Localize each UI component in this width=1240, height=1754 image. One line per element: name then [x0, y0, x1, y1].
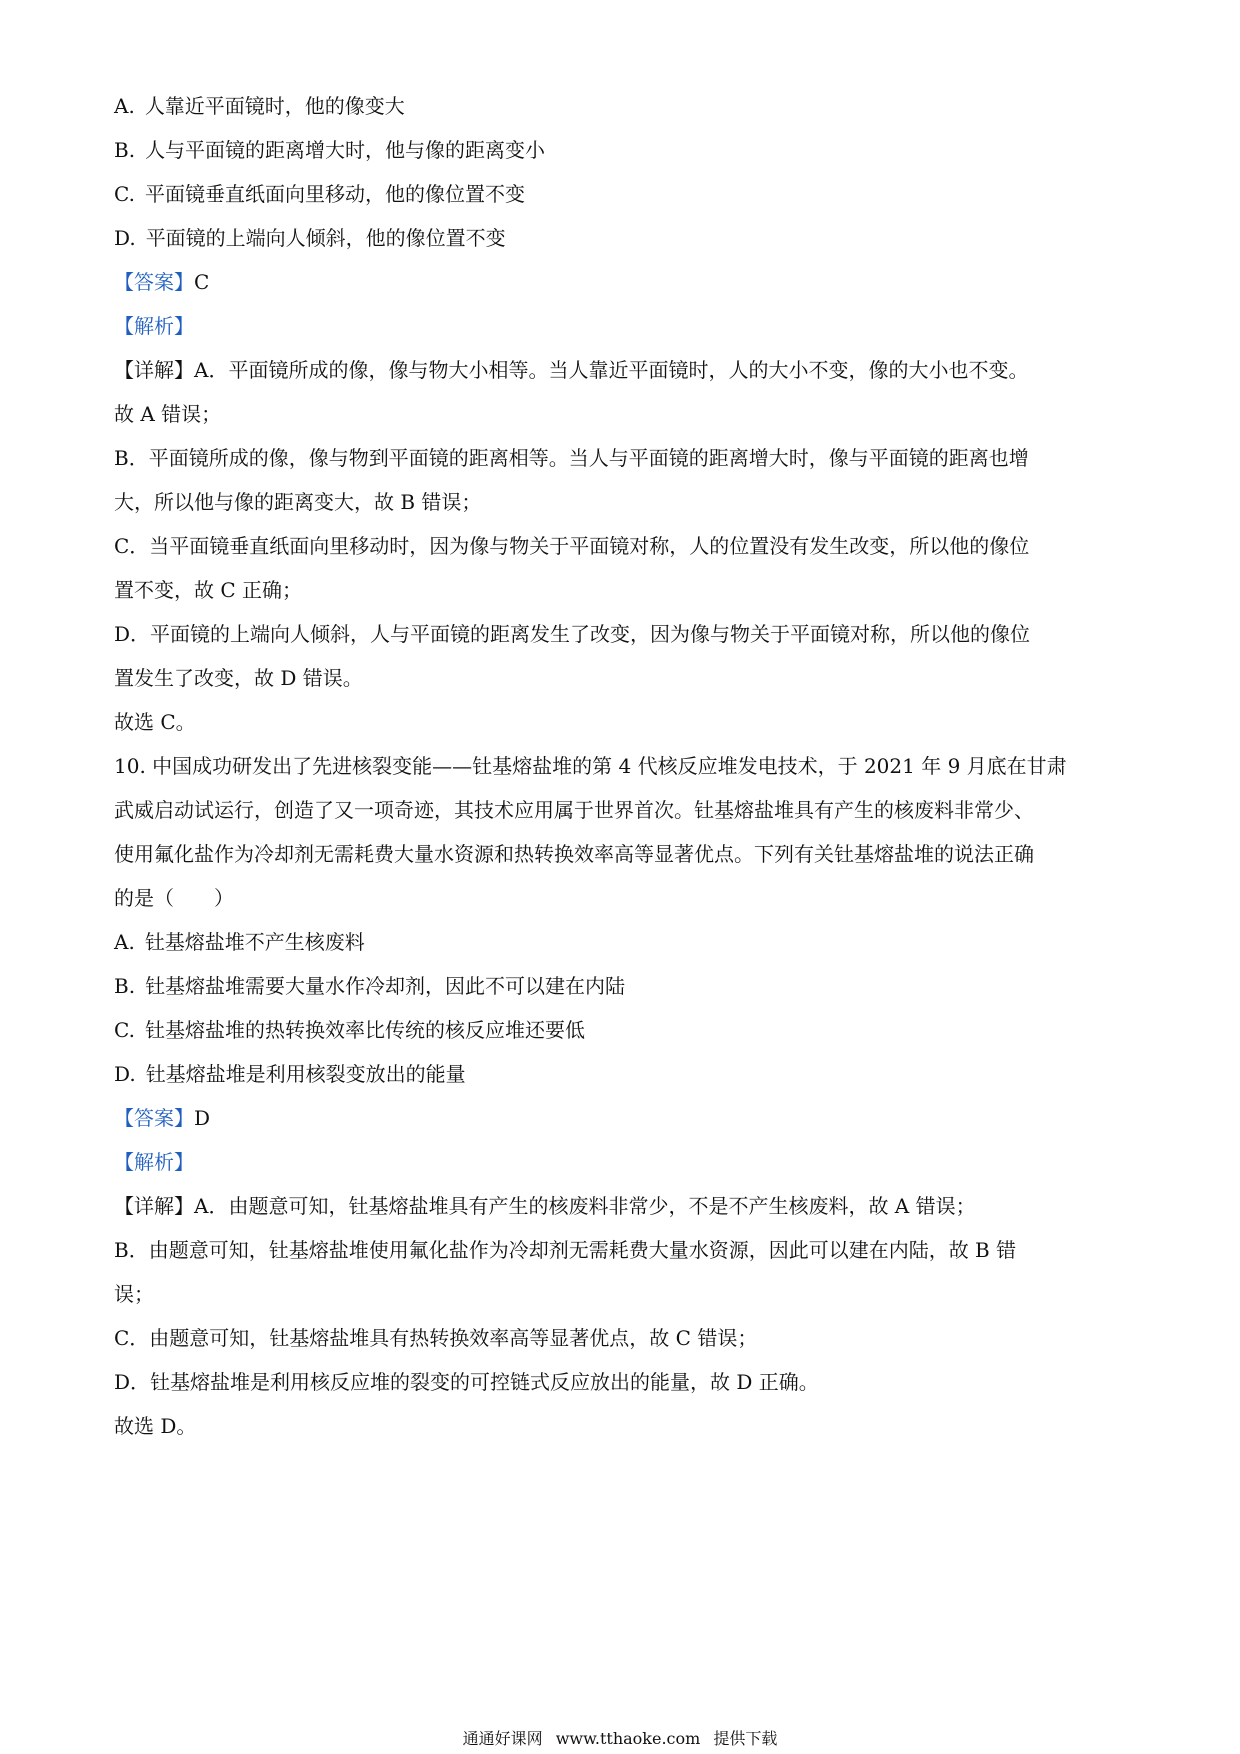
q9-answer	[114, 268, 209, 296]
option-text: 钍基熔盐堆不产生核废料	[144, 930, 365, 954]
q10-stem-line: 武威启动试运行，创造了又一项奇迹，其技术应用属于世界首次。钍基熔盐堆具有产生的核废料非常少、	[114, 798, 1034, 822]
answer-tag: 【答案】	[114, 270, 194, 294]
option-text: 平面镜垂直纸面向里移动，他的像位置不变	[144, 182, 525, 206]
footer-suffix: 提供下载	[713, 1729, 778, 1748]
q9-option-c	[114, 180, 525, 208]
option-text: 钍基熔盐堆的热转换效率比传统的核反应堆还要低	[144, 1018, 585, 1042]
footer-site-name: 通通好课网	[462, 1729, 543, 1748]
q10-answer	[114, 1104, 210, 1132]
q10-stem-line: 10. 中国成功研发出了先进核裂变能——钍基熔盐堆的第 4 代核反应堆发电技术，于 2021 年 9 月底在甘肃	[114, 754, 1067, 778]
q9-conclusion: 故选 C。	[114, 710, 196, 734]
q9-detail-line: 置发生了改变，故 D 错误。	[114, 666, 363, 690]
q9-detail-line: 大，所以他与像的距离变大，故 B 错误；	[114, 490, 482, 514]
q10-detail-line: C．由题意可知，钍基熔盐堆具有热转换效率高等显著优点，故 C 错误；	[114, 1326, 758, 1350]
q10-option-a	[114, 928, 365, 956]
q9-option-d	[114, 224, 506, 252]
footer-url-link[interactable]: www.tthaoke.com	[555, 1729, 701, 1748]
q10-detail-line: 【详解】A．由题意可知，钍基熔盐堆具有产生的核废料非常少，不是不产生核废料，故 A 错误；	[114, 1194, 976, 1218]
option-text: 平面镜的上端向人倾斜，他的像位置不变	[145, 226, 506, 250]
q9-detail-line: 故 A 错误；	[114, 402, 222, 426]
q9-analysis-tag: 【解析】	[114, 314, 194, 338]
answer-value: C	[194, 270, 210, 294]
answer-tag: 【答案】	[114, 1106, 194, 1130]
q9-detail-line: 置不变，故 C 正确；	[114, 578, 303, 602]
q10-detail-line: D．钍基熔盐堆是利用核反应堆的裂变的可控链式反应放出的能量，故 D 正确。	[114, 1370, 819, 1394]
option-text: 人与平面镜的距离增大时，他与像的距离变小	[145, 138, 546, 162]
q9-detail-line: D．平面镜的上端向人倾斜，人与平面镜的距离发生了改变，因为像与物关于平面镜对称，所以他的像位	[114, 622, 1031, 646]
q10-option-c	[114, 1016, 585, 1044]
q10-conclusion: 故选 D。	[114, 1414, 197, 1438]
q9-detail-line: C．当平面镜垂直纸面向里移动时，因为像与物关于平面镜对称，人的位置没有发生改变，所以他的像位	[114, 534, 1030, 558]
option-text: 钍基熔盐堆需要大量水作冷却剂，因此不可以建在内陆	[145, 974, 626, 998]
option-text: 钍基熔盐堆是利用核裂变放出的能量	[145, 1062, 466, 1086]
q10-stem-line: 使用氟化盐作为冷却剂无需耗费大量水资源和热转换效率高等显著优点。下列有关钍基熔盐堆的说法正确	[114, 842, 1034, 866]
q10-option-d	[114, 1060, 466, 1088]
q10-analysis-tag: 【解析】	[114, 1150, 194, 1174]
q10-detail-line: B．由题意可知，钍基熔盐堆使用氟化盐作为冷却剂无需耗费大量水资源，因此可以建在内陆，故 B 错	[114, 1238, 1017, 1262]
option-text: 人靠近平面镜时，他的像变大	[144, 94, 405, 118]
answer-value: D	[194, 1106, 211, 1130]
option-key: D.	[114, 226, 136, 250]
option-key: D.	[114, 1062, 136, 1086]
option-key: C.	[114, 1018, 135, 1042]
q9-option-a	[114, 92, 405, 120]
q10-stem-line: 的是（ ）	[114, 886, 234, 910]
option-key: A.	[114, 930, 135, 954]
q9-option-b	[114, 136, 545, 164]
q10-detail-line: 误；	[114, 1282, 154, 1306]
page-footer	[0, 1728, 1240, 1750]
option-key: C.	[114, 182, 135, 206]
q9-detail-line: 【详解】A．平面镜所成的像，像与物大小相等。当人靠近平面镜时，人的大小不变，像的大小也不变。	[114, 358, 1029, 382]
option-key: A.	[114, 94, 135, 118]
q10-option-b	[114, 972, 625, 1000]
option-key: B.	[114, 138, 136, 162]
option-key: B.	[114, 974, 136, 998]
q9-detail-line: B．平面镜所成的像，像与物到平面镜的距离相等。当人与平面镜的距离增大时，像与平面镜的距离也增	[114, 446, 1029, 470]
